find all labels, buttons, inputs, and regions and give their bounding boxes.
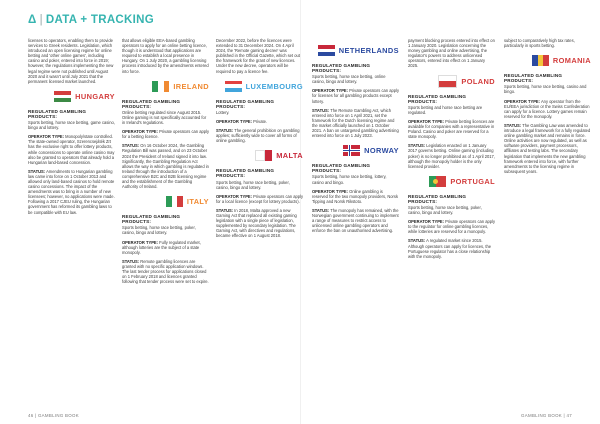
country-heading-portugal: PORTUGAL	[408, 174, 495, 189]
column-1: licenses to operators, enabling them to provide services to Greek residents. Legislation, which introduced an open licensing regime for online betting and 'other online games', including casino and poker, entered into force in 2019; however, the regulations implementing the new legal regime were not published until August 2020 and it wasn't until July 2021 that the permanent licensed market launched. HUNGARY REGULATED GAMBLING PRODUCTS: Sports betting, horse race betting, game casino, bingo and lottery. OPERATOR TYPE: Monopoly/state controlled. The state-owned operator, Szerencsejáték Zrt has the exclusive right to offer lottery products, while concessions to operate online casino may also be granted to operators that already hold a Hungarian land-based concession. STATUS: Amendments to Hungarian gambling law came into force on 1 October 2013 and allowed only land-based casinos to hold remote casino concessions. The impact of the amendments was to bring in a number of new licensees; however, no applications were made. Following a 2017 CJEU ruling, the Hungarian government has reformed its gambling laws to be compatible with EU law.	[28, 38, 115, 215]
ireland-flag-icon	[152, 81, 169, 92]
delta-icon: Δ	[28, 14, 37, 26]
country-heading-romania: ROMANIA	[504, 53, 591, 68]
column-3: December 2022, before the licences were extended to 31 December 2024. On 4 April 2024, the 'Remote gaming decree' was published in the Official Gazette, which set out the framework for the grant of new licences. Under the new decree, operators will be required to pay a licence fee. LUXEMBOURG REGULATED GAMBLING PRODUCTS: Lottery. OPERATOR TYPE: Private. STATUS: The general prohibition on gambling applies; sufficiently wide to cover all forms of online gambling. MALTA REGULATED GAMBLING PRODUCTS: Sports betting, horse race betting, poker, casino, bingo and lottery. OPERATOR TYPE: Private operators can apply for a local licence (except for lottery products). STATUS: In 2018, Malta approved a new Gaming Act that replaced all existing gaming legislation with a single piece of legislation, supplemented by secondary legislation. The Gaming Act, with directives and regulations, became effective on 1 August 2018.	[216, 38, 303, 239]
country-heading-luxembourg: LUXEMBOURG	[216, 79, 303, 94]
section-title: DATA + TRACKING	[45, 14, 154, 26]
section-header: Δ | DATA + TRACKING	[28, 14, 154, 26]
country-heading-hungary: HUNGARY	[28, 89, 115, 104]
intro-text: licenses to operators, enabling them to provide services to Greek residents. Legislation, which introduced an open licensing regime for online betting and 'other online games', including casino and poker, entered into force in 2019; however, the regulations implementing the new legal regime were not published until August 2020 and it wasn't until July 2021 that the permanent licensed market launched.	[28, 38, 114, 84]
norway-flag-icon	[343, 145, 360, 156]
country-heading-netherlands: NETHERLANDS	[312, 43, 399, 58]
netherlands-flag-icon	[318, 45, 335, 56]
column-4: NETHERLANDS REGULATED GAMBLING PRODUCTS: Sports betting, horse race betting, online casino, bingo and lottery. OPERATOR TYPE: Private operators can apply for licenses for all gambling products except lottery. STATUS: The Remote Gambling Act, which entered into force on 1 April 2021, set the framework for the Dutch licensing regime and the market officially launched on 1 October 2021. A ban on untargeted gambling advertising entered into force on 1 July 2023. NORWAY REGULATED GAMBLING PRODUCTS: Sports betting, horse race betting, lottery, casino and bingo. OPERATOR TYPE: Online gambling is reserved for the two monopoly providers, Norsk Tipping and Norsk Rikstoto. STATUS: The monopoly has remained, with the Norwegian government continuing to implement a range of measures to restrict access to unlicensed online gambling operators and enforce the ban on unauthorised advertising.	[312, 38, 399, 237]
romania-flag-icon	[532, 55, 549, 66]
portugal-flag-icon	[429, 176, 446, 187]
country-heading-poland: POLAND	[408, 74, 495, 89]
malta-flag-icon	[255, 150, 272, 161]
italy-flag-icon	[166, 196, 183, 207]
country-heading-malta: MALTA	[216, 148, 303, 163]
column-2: that allows eligible EEA-based gambling operators to apply for an online betting licence, though it is understood that applications are required to establish a local presence in Hungary. On 1 July 2020, a gambling licensing process introduced by the amendments entered into force. IRELAND REGULATED GAMBLING PRODUCTS: Online betting regulated since August 2015. Online gaming is not specifically accounted for in Ireland's regulations. OPERATOR TYPE: Private operators can apply for a betting licence. STATUS: On 16 October 2024, the Gambling Regulation Bill was passed, and on 23 October 2024 the President of Ireland signed it into law. Significantly, the Gambling Regulation Act allows the way in which gambling is regulated in Ireland through the introduction of a comprehensive B2C and B2B licensing regime and the establishment of the Gambling Authority of Ireland. ITALY REGULATED GAMBLING PRODUCTS: Sports betting, horse race betting, poker, casino, bingo and lottery. OPERATOR TYPE: Fully regulated market, although lotteries are the subject of a state monopoly. STATUS: Remote gambling licences are granted with no specific application windows. The last tender process for applications closed on 1 February 2018 and licences granted following that tender process were set to expire.	[122, 38, 209, 285]
country-heading-norway: NORWAY	[312, 143, 399, 158]
poland-flag-icon	[438, 75, 457, 88]
column-6: subject to comparatively high tax rates, particularly in sports betting. ROMANIA REGULATED GAMBLING PRODUCTS: Sports betting, horse race betting, casino and bingo. OPERATOR TYPE: Any operator from the EU/EEA jurisdiction or the Swiss Confederation can apply for a licence. Lottery games remain reserved for the monopoly. STATUS: The Gambling Law was amended to introduce a legal framework for a fully regulated online gambling market and remains in force. Online activities are now regulated, as well as software providers, payment processors, affiliates and testing labs. The secondary legislation that implements the new gambling framework entered into force, with further amendments to the licensing regime in subsequent years.	[504, 38, 591, 174]
hungary-flag-icon	[54, 91, 71, 102]
country-heading-ireland: IRELAND	[122, 79, 209, 94]
luxembourg-flag-icon	[225, 81, 242, 92]
footer-left: 46 | GAMBLING BOOK	[28, 413, 79, 418]
country-heading-italy: ITALY	[122, 194, 209, 209]
column-5: payment blocking process entered into effect on 1 January 2020. Legislation concerning the money gambling and online advertising, the regulator's powers to address unlicensed operators, entered into effect on 1 January 2025. POLAND REGULATED GAMBLING PRODUCTS: Sports betting and horse race betting are regulated. OPERATOR TYPE: Private betting licences are available for companies with a representative in Poland. Casino and poker are reserved for a state monopoly. STATUS: Legislation enacted on 1 January 2017 governs betting. Online gaming (including poker) is no longer prohibited as of 1 April 2017, although the monopoly holder is the only licensed provider. PORTUGAL REGULATED GAMBLING PRODUCTS: Sports betting, horse race betting, poker, casino, bingo and lottery. OPERATOR TYPE: Private operators can apply to the regulator for online gambling licences, while lotteries are reserved for a monopoly. STATUS: A regulated market since 2015. Although operators can apply for licences, the Portuguese regulator has a close relationship with the monopoly.	[408, 38, 495, 259]
footer-right: GAMBLING BOOK | 47	[521, 413, 572, 418]
